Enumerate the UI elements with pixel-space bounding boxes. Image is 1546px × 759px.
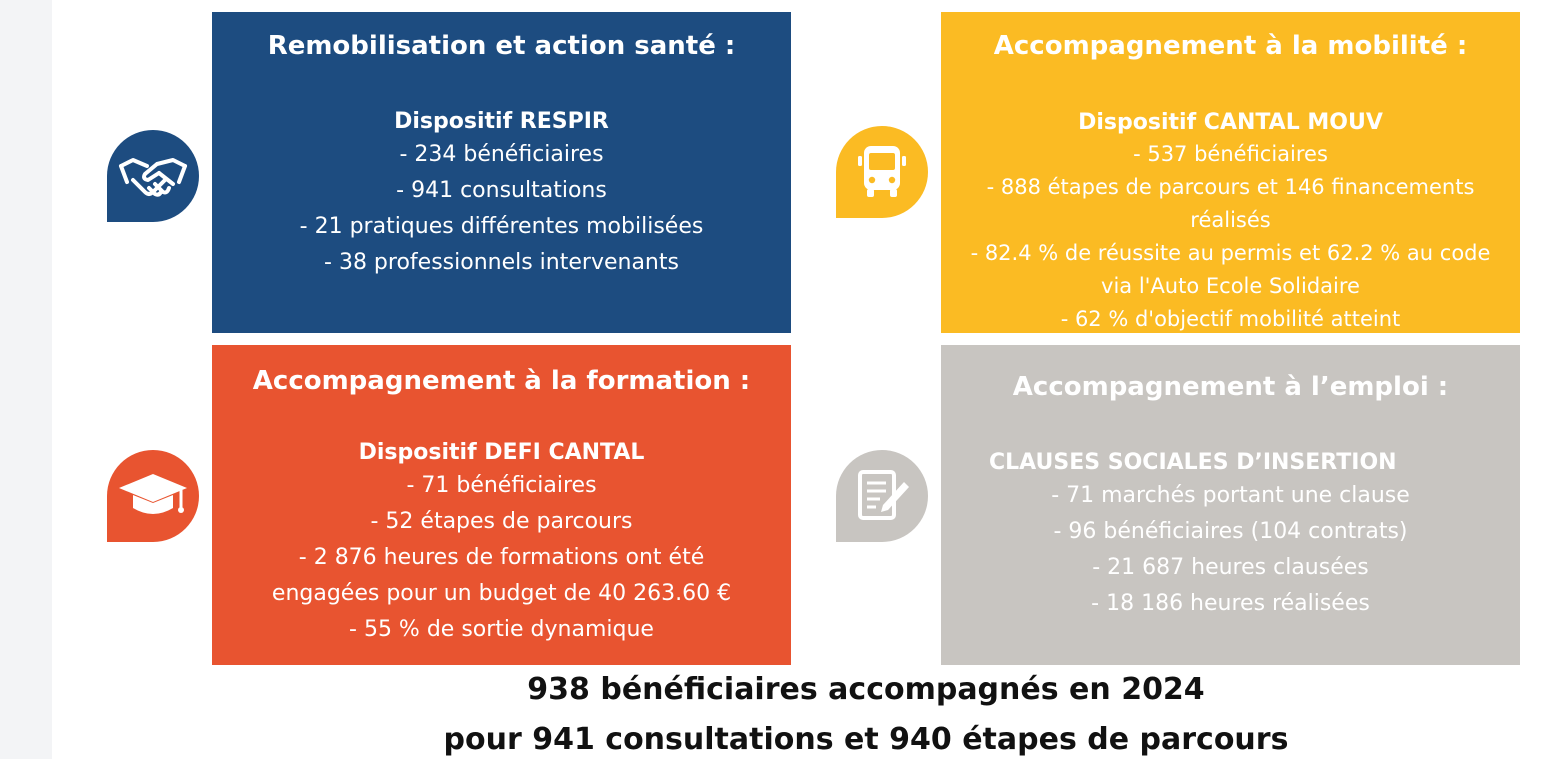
bus-icon xyxy=(836,126,928,218)
panel-formation xyxy=(212,345,791,665)
panel-line: - 62 % d'objectif mobilité atteint xyxy=(1060,307,1401,331)
panel-line: - 537 bénéficiaires xyxy=(1133,142,1328,166)
panel-line: - 55 % de sortie dynamique xyxy=(349,617,654,642)
panel-title: Accompagnement à l’emploi : xyxy=(1012,372,1449,402)
panel-line: - 888 étapes de parcours et 146 financements xyxy=(986,175,1475,199)
panel-emploi xyxy=(941,345,1520,665)
panel-line: - 21 687 heures clausées xyxy=(1092,555,1369,580)
panel-line: via l'Auto Ecole Solidaire xyxy=(1101,274,1360,298)
panel-mobilite xyxy=(941,12,1520,333)
panel-subtitle: Dispositif RESPIR xyxy=(394,109,609,134)
panel-title: Accompagnement à la formation : xyxy=(252,366,751,396)
panel-title: Remobilisation et action santé : xyxy=(267,31,736,61)
panel-line: - 234 bénéficiaires xyxy=(399,142,604,167)
panel-line: réalisés xyxy=(1190,208,1271,232)
panel-line: engagées pour un budget de 40 263.60 € xyxy=(271,581,732,606)
panel-line: - 71 marchés portant une clause xyxy=(1051,483,1410,508)
summary-line-consultations: pour 941 consultations et 940 étapes de parcours xyxy=(443,722,1289,757)
panel-line: - 2 876 heures de formations ont été xyxy=(298,545,705,570)
summary-line-beneficiaires: 938 bénéficiaires accompagnés en 2024 xyxy=(527,672,1205,707)
panel-line: - 82.4 % de réussite au permis et 62.2 % au code xyxy=(970,241,1491,265)
panel-remobilisation-sante xyxy=(212,12,791,333)
panel-line: - 52 étapes de parcours xyxy=(370,509,633,534)
panel-subtitle: Dispositif DEFI CANTAL xyxy=(358,440,645,465)
panel-title: Accompagnement à la mobilité : xyxy=(993,31,1468,61)
panel-line: - 18 186 heures réalisées xyxy=(1091,591,1370,616)
graduation-cap-icon xyxy=(107,450,199,542)
panel-line: - 21 pratiques différentes mobilisées xyxy=(299,214,704,239)
panel-subtitle: CLAUSES SOCIALES D’INSERTION xyxy=(989,450,1397,475)
panel-line: - 38 professionnels intervenants xyxy=(324,250,679,275)
document-pen-icon xyxy=(836,450,928,542)
panel-line: - 96 bénéficiaires (104 contrats) xyxy=(1053,519,1408,544)
handshake-icon xyxy=(107,130,199,222)
panel-line: - 941 consultations xyxy=(396,178,607,203)
panel-line: - 71 bénéficiaires xyxy=(406,473,597,498)
panel-subtitle: Dispositif CANTAL MOUV xyxy=(1078,110,1383,135)
left-margin-strip xyxy=(0,0,52,759)
